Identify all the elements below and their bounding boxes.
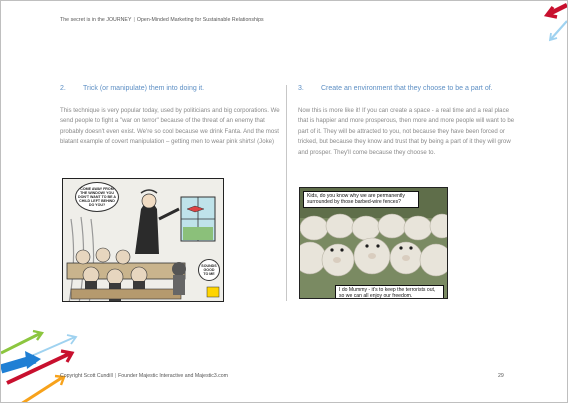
section-2-paragraph: This technique is very popular today, used by politicians and big corporations. We send people to fight a "war on terror" because of the threat of an enemy that probably doesn't even exist. We're so cool because we drink Fanta. And the most blatant example of covert manipulation – getting men to wear pink shirts! (Joke) (60, 107, 280, 146)
column-divider (286, 85, 287, 301)
arrows-decoration-icon (527, 1, 567, 51)
section-2-number: 2. (60, 85, 66, 92)
section-3-number: 3. (298, 85, 304, 92)
header-book-title: The secret is in the JOURNEY (60, 17, 132, 23)
section-2-title: Trick (or manipulate) them into doing it. (83, 85, 205, 92)
classroom-cartoon-image (62, 178, 224, 302)
cartoon-child-bubble: SOUNDS GOOD TO ME (198, 259, 220, 281)
section-3 (298, 85, 520, 158)
footer-founder: Founder Majestic Interactive and Majestic3.com (118, 373, 228, 379)
header-subtitle: Open-Minded Marketing for Sustainable Relationships (136, 17, 264, 23)
arrows-decoration-bottom-icon (1, 323, 81, 403)
section-3-heading (298, 85, 520, 92)
sheep-mother-bubble: Kids, do you know why we are permanently surrounded by those barbed-wire fences? (303, 191, 419, 208)
header-separator: | (133, 17, 135, 23)
page-header (60, 17, 264, 23)
footer-separator: | (114, 373, 117, 379)
sheep-child-bubble: I do Mummy - it's to keep the terrorists out, so we can all enjoy our freedom. (335, 285, 444, 299)
section-2 (60, 85, 282, 148)
page-number: 29 (498, 373, 504, 379)
cartoon-teacher-bubble: COME AWAY FROM THE WINDOW! YOU DON'T WANT TO BE A CHILD LEFT BEHIND DO YOU? (75, 182, 119, 212)
footer-copyright: Copyright Scott Cundill (60, 373, 113, 379)
section-3-paragraph: Now this is more like it! If you can create a space - a real time and a real place that is happier and more prosperous, then more and more people will want to be part of it. They will be attracted to you, not because they have been forced or tricked, but because they know and trust that by being a part of it they will grow and prosper. They'll come because they choose to. (298, 107, 515, 156)
section-3-title: Create an environment that they choose to be a part of. (321, 85, 493, 92)
section-2-heading (60, 85, 282, 92)
sheep-photo-image (299, 187, 448, 299)
page-footer (60, 373, 228, 379)
